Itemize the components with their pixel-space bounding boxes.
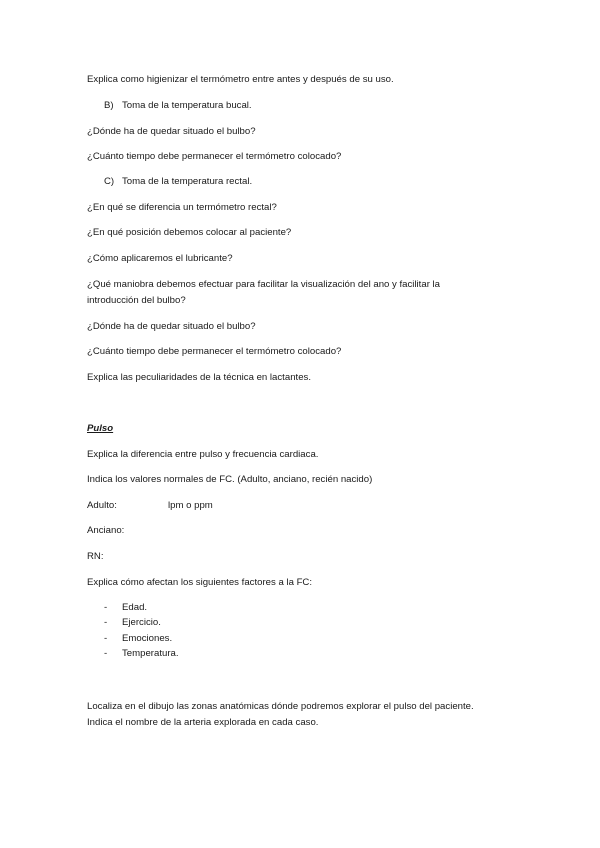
list-item-label: Temperatura. [122,648,179,659]
row-adulto [87,498,213,513]
bullet-dash: - [104,617,108,628]
anciano-label: Anciano: [87,525,125,536]
bullet-dash: - [104,648,108,659]
list-item [104,600,147,615]
list-item [104,615,161,630]
adulto-unit: lpm o ppm [168,500,213,511]
question-rectal-lubricante: ¿Cómo aplicaremos el lubricante? [87,253,233,264]
section-label: Toma de la temperatura bucal. [122,100,252,111]
list-item [104,646,179,661]
section-marker: C) [104,176,115,187]
section-temperatura-bucal [104,98,252,113]
question-pulso-diferencia: Explica la diferencia entre pulso y frecuencia cardiaca. [87,449,319,460]
list-item-label: Emociones. [122,633,173,644]
question-factores: Explica cómo afectan los siguientes factores a la FC: [87,577,313,588]
question-valores-fc: Indica los valores normales de FC. (Adulto, anciano, recién nacido) [87,474,373,485]
section-marker: B) [104,100,114,111]
question-bucal-bulbo: ¿Dónde ha de quedar situado el bulbo? [87,126,256,137]
adulto-label: Adulto: [87,500,117,511]
question-higienizar: Explica como higienizar el termómetro entre antes y después de su uso. [87,74,394,85]
list-item-label: Edad. [122,602,148,613]
list-item-label: Ejercicio. [122,617,161,628]
question-localiza-line1: Localiza en el dibujo las zonas anatómicas dónde podremos explorar el pulso del paciente. [87,701,474,712]
question-rectal-diferencia: ¿En qué se diferencia un termómetro rectal? [87,202,277,213]
question-rectal-posicion: ¿En qué posición debemos colocar al paciente? [87,227,292,238]
section-label: Toma de la temperatura rectal. [122,176,253,187]
question-bucal-tiempo: ¿Cuánto tiempo debe permanecer el termómetro colocado? [87,151,342,162]
question-localiza-line2: Indica el nombre de la arteria explorada en cada caso. [87,717,319,728]
bullet-dash: - [104,602,108,613]
question-rectal-maniobra-line2: introducción del bulbo? [87,295,186,306]
question-rectal-maniobra-line1: ¿Qué maniobra debemos efectuar para facilitar la visualización del ano y facilitar la [87,279,441,290]
question-rectal-bulbo: ¿Dónde ha de quedar situado el bulbo? [87,321,256,332]
section-heading-pulso: Pulso [87,423,114,434]
question-lactantes: Explica las peculiaridades de la técnica en lactantes. [87,372,311,383]
question-rectal-tiempo: ¿Cuánto tiempo debe permanecer el termómetro colocado? [87,346,342,357]
list-item [104,631,172,646]
bullet-dash: - [104,633,108,644]
rn-label: RN: [87,551,104,562]
section-temperatura-rectal [104,174,252,189]
